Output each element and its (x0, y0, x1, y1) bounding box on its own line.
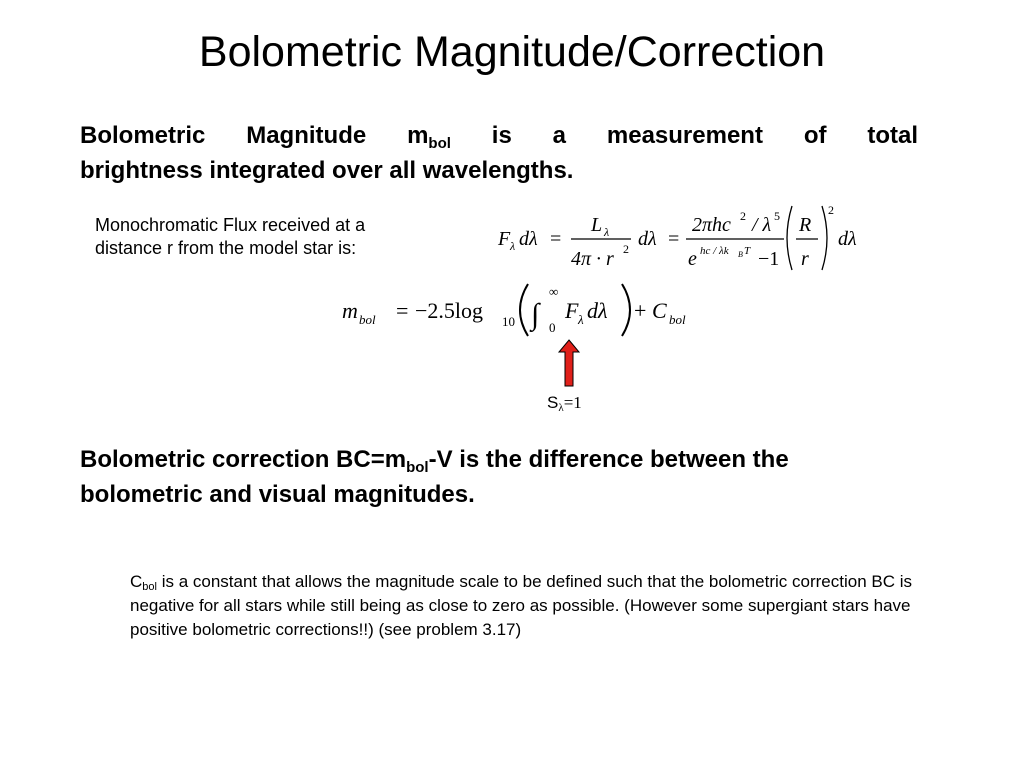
flux-description-line-2: distance r from the model star is: (95, 238, 357, 258)
cbol-note (130, 570, 920, 642)
eq1-L: L (591, 214, 603, 236)
definition-line-2: brightness integrated over all wavelengths. (80, 157, 574, 184)
eq1-numerator-2: 2πhc (692, 214, 731, 236)
slide-title: Bolometric Magnitude/Correction (198, 28, 826, 76)
eq2-F: F (565, 298, 579, 323)
bol-subscript: bol (428, 135, 451, 152)
eq2-C-subscript: bol (669, 312, 686, 327)
sensitivity-arrow (557, 338, 581, 388)
eq1-F-subscript: λ (510, 239, 516, 253)
correction-text: Bolometric correction BC=m (80, 446, 407, 473)
eq2-integral-lower: 0 (549, 320, 556, 335)
eq1-right-paren (822, 206, 827, 270)
eq2-m: m (342, 298, 358, 323)
eq1-boltzmann-subscript: B (738, 250, 743, 259)
eq1-d-lambda: dλ (519, 228, 538, 250)
eq1-lambda-exponent: 5 (774, 209, 780, 223)
sensitivity-S: S (547, 393, 559, 412)
eq2-right-paren (622, 284, 630, 336)
eq2-integral-sign: ∫ (531, 298, 540, 331)
eq1-R: R (799, 214, 812, 236)
correction-line-2: bolometric and visual magnitudes. (80, 481, 475, 508)
bolometric-correction-definition (80, 442, 940, 512)
eq1-exp-power: hc / λk (700, 245, 729, 257)
definition-text: is a measurement of total (450, 122, 918, 149)
eq1-F: F (498, 228, 511, 250)
eq1-d-lambda-2: dλ (638, 228, 657, 250)
eq2-plus: + (634, 298, 647, 323)
eq1-left-paren (787, 206, 792, 270)
cbol-C: C (130, 572, 143, 591)
bolometric-magnitude-equation (338, 278, 708, 342)
eq1-exp-e: e (688, 248, 697, 270)
correction-text: -V is the difference between the (428, 446, 789, 473)
eq1-equals: = (550, 228, 562, 250)
definition-line-1 (80, 118, 918, 153)
eq1-lambda-divisor: / λ (752, 214, 772, 236)
bol-subscript: bol (406, 459, 429, 476)
eq2-left-paren (520, 284, 528, 336)
eq2-log-base: 10 (502, 314, 515, 329)
arrow-shape (559, 340, 579, 386)
eq2-C: C (652, 298, 667, 323)
sensitivity-value: =1 (563, 393, 582, 412)
eq1-minus-one: −1 (758, 248, 780, 270)
definition-text: Bolometric Magnitude m (80, 122, 429, 149)
eq1-equals-2: = (668, 228, 680, 250)
eq1-L-subscript: λ (604, 225, 610, 239)
cbol-subscript: bol (142, 581, 157, 593)
flux-description (95, 214, 455, 260)
eq1-c-exponent: 2 (740, 209, 746, 223)
eq1-d-lambda-3: dλ (838, 228, 857, 250)
eq1-r: r (801, 248, 809, 270)
correction-line-1 (80, 442, 940, 477)
cbol-text: is a constant that allows the magnitude scale to be defined such that the bolometric correction BC is negative for all stars while still being as close to zero as possible. (However some supergiant stars have positive bolometric corrections!!) (see problem 3.17) (130, 572, 912, 639)
sensitivity-label (547, 393, 582, 418)
eq1-r-exponent: 2 (623, 242, 629, 256)
eq1-paren-exponent: 2 (828, 203, 834, 217)
eq2-equals: = (396, 298, 409, 323)
eq2-F-subscript: λ (578, 312, 584, 327)
flux-equation (488, 198, 888, 274)
bolometric-magnitude-definition (80, 118, 918, 188)
eq2-d-lambda: dλ (587, 298, 608, 323)
flux-description-line-1: Monochromatic Flux received at a (95, 215, 366, 235)
eq1-denominator-1: 4π · r (571, 248, 614, 270)
sensitivity-lambda: λ (558, 402, 564, 414)
eq2-coefficient-log: −2.5log (415, 298, 484, 323)
eq2-integral-upper: ∞ (549, 284, 559, 299)
eq2-m-subscript: bol (359, 312, 376, 327)
eq1-temperature: T (744, 245, 751, 257)
